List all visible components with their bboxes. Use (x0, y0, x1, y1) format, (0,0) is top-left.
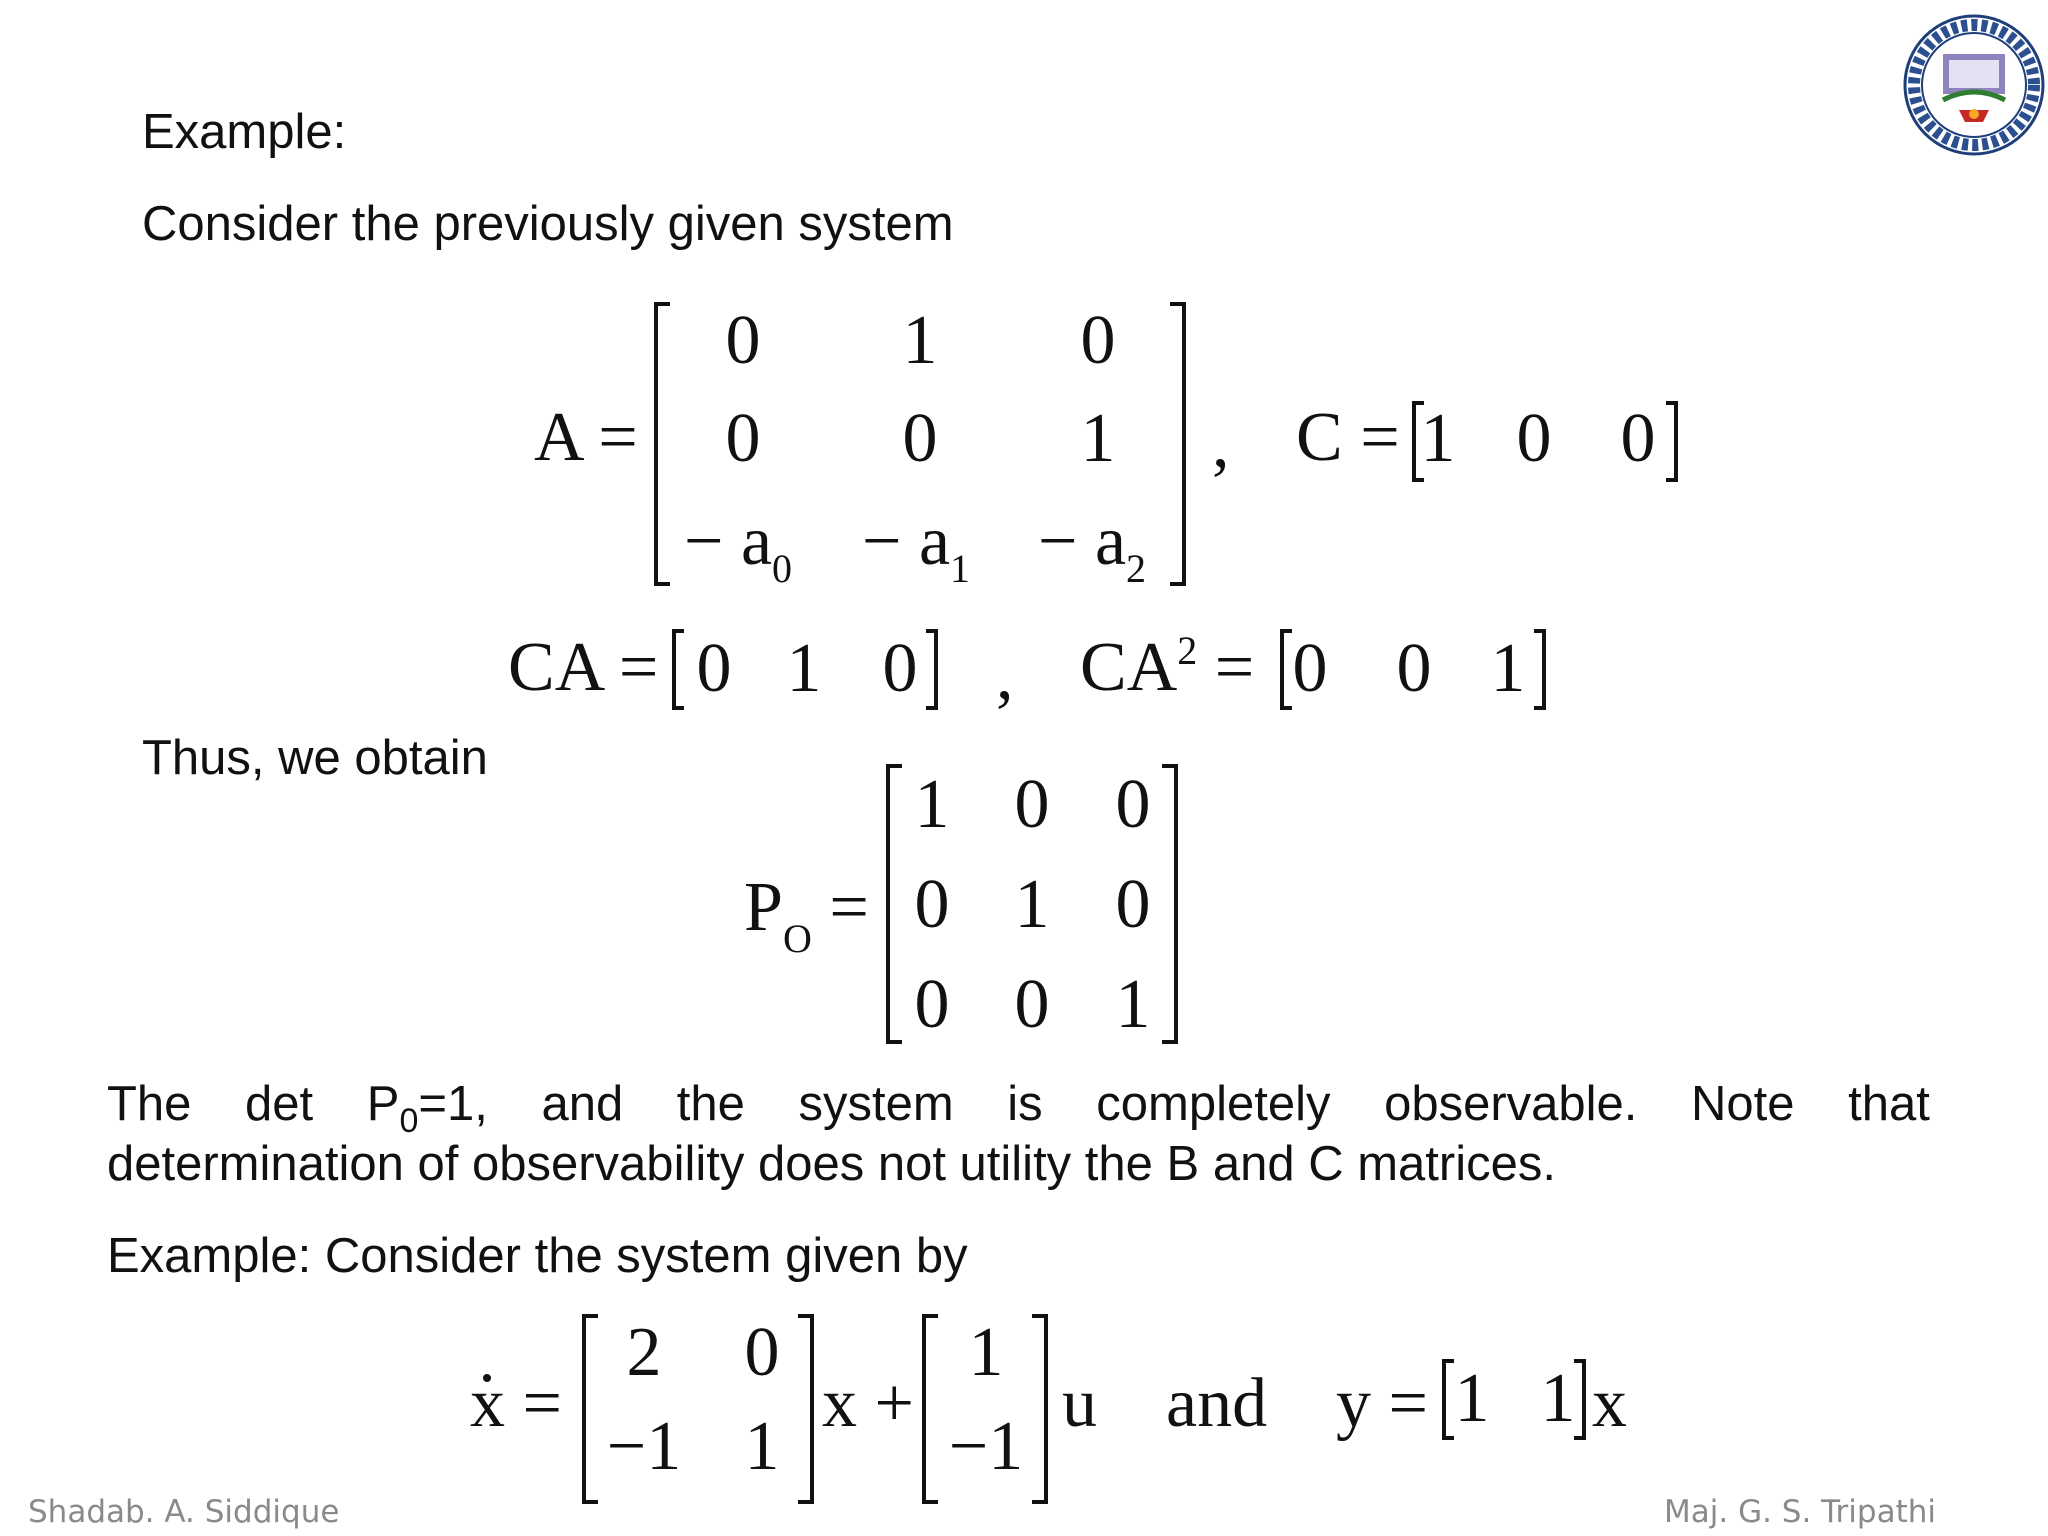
row-cell: 1 (1420, 400, 1456, 477)
x-plus: x + (822, 1365, 914, 1442)
row-cell: 1 (1540, 1360, 1576, 1437)
matrix-cell: 2 (626, 1314, 662, 1391)
Po-label: $P_O$ = (744, 869, 869, 961)
xdot-label: x = (470, 1365, 562, 1442)
row-cell: 0 (1516, 400, 1552, 477)
paragraph-line-2: determination of observability does not utility the B and C matrices. (107, 1137, 1556, 1191)
matrix-cell: − $a_1$ (862, 503, 971, 591)
u-symbol: u (1062, 1365, 1097, 1442)
intro-text: Consider the previously given system (142, 197, 954, 251)
matrix-cell: 1 (914, 766, 950, 843)
vector-cell: −1 (948, 1408, 1024, 1485)
matrix-cell: 1 (1014, 866, 1050, 943)
row-cell: 1 (1454, 1360, 1490, 1437)
university-logo (1903, 14, 2045, 156)
CA-label: CA = (508, 629, 659, 706)
row-cell: 1 (786, 630, 822, 707)
matrix-cell: − $a_2$ (1038, 503, 1147, 591)
row-cell: 0 (1396, 630, 1432, 707)
row-cell: 1 (1490, 630, 1526, 707)
footer-left: Shadab. A. Siddique (28, 1494, 340, 1530)
seal-icon (1903, 14, 2045, 156)
and-word: and (1166, 1365, 1268, 1442)
matrix-cell: 0 (744, 1314, 780, 1391)
C-label: C = (1296, 399, 1400, 476)
matrix-cell: − $a_0$ (684, 503, 793, 591)
vector-cell: 1 (968, 1314, 1004, 1391)
row-cell: 0 (1292, 630, 1328, 707)
y-label: y = (1336, 1365, 1428, 1442)
matrix-cell: 1 (744, 1408, 780, 1485)
example-heading: Example: (142, 105, 347, 159)
matrix-cell: 0 (725, 400, 761, 477)
matrix-cell: −1 (606, 1408, 682, 1485)
comma: , (1212, 405, 1230, 482)
matrix-cell: 0 (1014, 966, 1050, 1043)
matrix-cell: 0 (1115, 866, 1151, 943)
matrix-cell: 0 (1080, 302, 1116, 379)
A-label: A = (534, 399, 638, 476)
paragraph-line-1: The det $P_0=1$, and the system is completely observable. Note that (107, 1077, 1930, 1140)
matrix-cell: 0 (725, 302, 761, 379)
matrix-cell: 1 (1115, 966, 1151, 1043)
y-x: x (1592, 1365, 1627, 1442)
footer-right: Maj. G. S. Tripathi (1664, 1494, 1937, 1530)
matrix-cell: 0 (914, 966, 950, 1043)
matrix-cell: 1 (1080, 400, 1116, 477)
thus-text: Thus, we obtain (142, 731, 488, 785)
row-cell: 0 (882, 630, 918, 707)
matrix-cell: 0 (914, 866, 950, 943)
CA2-label: $CA^2$ = (1080, 628, 1255, 706)
matrix-cell: 1 (902, 302, 938, 379)
row-cell: 0 (1620, 400, 1656, 477)
matrix-cell: 0 (1014, 766, 1050, 843)
matrix-cell: 0 (1115, 766, 1151, 843)
example2-text: Example: Consider the system given by (107, 1229, 968, 1283)
matrix-cell: 0 (902, 400, 938, 477)
comma: , (996, 637, 1014, 714)
row-cell: 0 (696, 630, 732, 707)
